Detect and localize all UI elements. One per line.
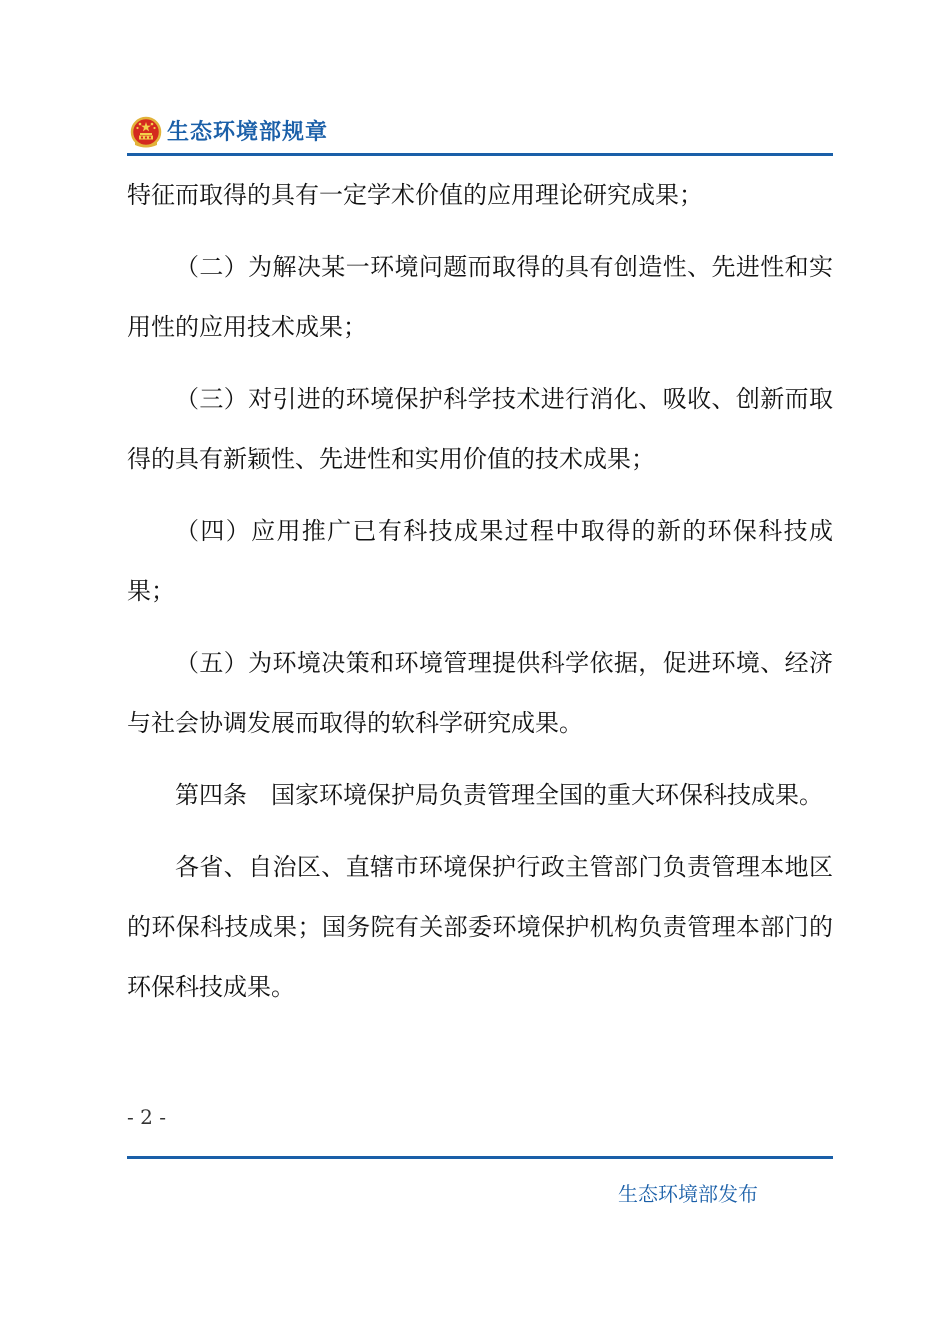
document-body	[127, 165, 833, 1029]
header-divider	[127, 153, 833, 156]
page-number: - 2 -	[127, 1105, 166, 1129]
footer-divider	[127, 1156, 833, 1159]
header-title: 生态环境部规章	[167, 120, 329, 145]
paragraph-item-3: （三）对引进的环境保护科学技术进行消化、吸收、创新而取得的具有新颖性、先进性和实用价值的技术成果；	[127, 385, 833, 473]
footer-publisher: 生态环境部发布	[618, 1182, 758, 1206]
paragraph-item-5: （五）为环境决策和环境管理提供科学依据，促进环境、经济与社会协调发展而取得的软科学研究成果。	[127, 649, 833, 737]
paragraph-item-4: （四）应用推广已有科技成果过程中取得的新的环保科技成果；	[127, 517, 833, 605]
paragraph-continuation: 特征而取得的具有一定学术价值的应用理论研究成果；	[127, 181, 703, 209]
paragraph-article-4-detail: 各省、自治区、直辖市环境保护行政主管部门负责管理本地区的环保科技成果；国务院有关部委环境保护机构负责管理本部门的环保科技成果。	[127, 853, 833, 1001]
national-emblem-icon	[129, 116, 163, 150]
paragraph-item-2: （二）为解决某一环境问题而取得的具有创造性、先进性和实用性的应用技术成果；	[127, 253, 833, 341]
paragraph-article-4: 第四条 国家环境保护局负责管理全国的重大环保科技成果。	[175, 781, 823, 809]
page-header	[127, 114, 833, 154]
